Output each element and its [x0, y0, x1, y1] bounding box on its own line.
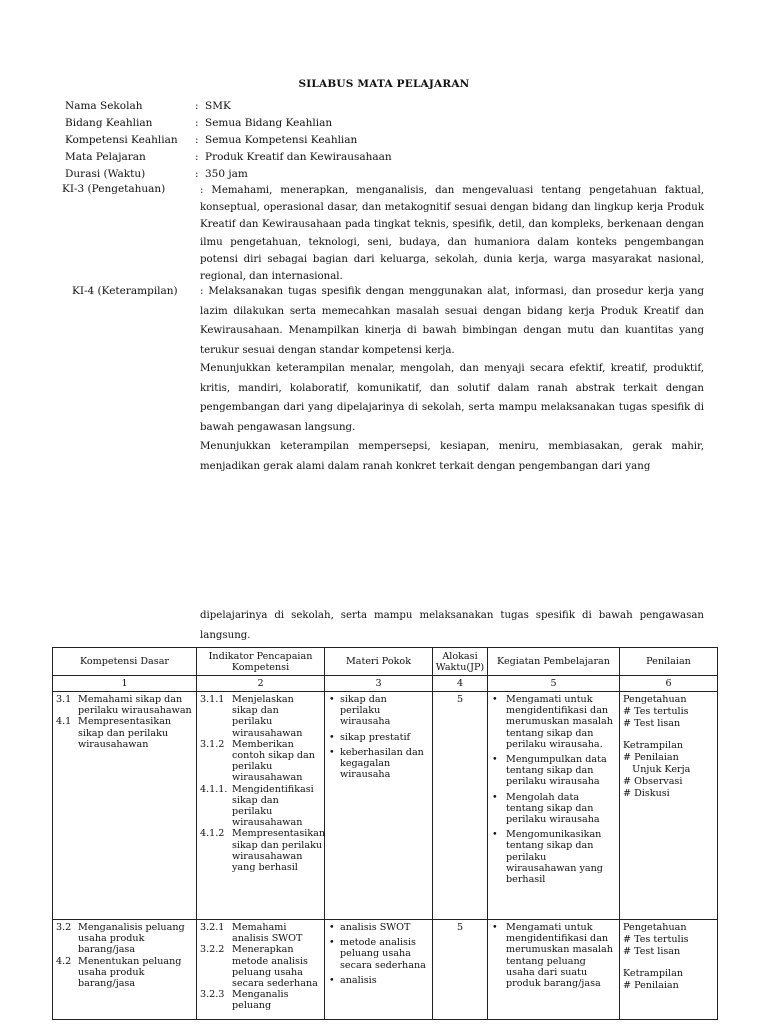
indicator-item: 3.2.1 Memahami analisis SWOT — [200, 922, 303, 945]
kd-item: 4.2 Menentukan peluang usaha produk barang/jasa — [56, 955, 182, 990]
column-number: 1 — [53, 676, 197, 692]
header-kompetensi-dasar: Kompetensi Dasar — [53, 648, 197, 676]
table-header-row — [53, 648, 718, 676]
info-label: Bidang Keahlian — [65, 117, 153, 129]
info-value: Semua Bidang Keahlian — [205, 117, 333, 129]
penilaian-heading: Pengetahuan — [623, 922, 687, 933]
list-item: • analisis — [328, 975, 429, 986]
indicator-item: 3.2.3 Menganalis peluang — [200, 989, 289, 1012]
info-row-bidang-keahlian: Bidang Keahlian : Semua Bidang Keahlian — [65, 117, 333, 129]
kd-item: 3.1 Memahami sikap dan perilaku wirausahawan — [56, 694, 192, 717]
info-row-kompetensi-keahlian: Kompetensi Keahlian : Semua Kompetensi Keahlian — [65, 134, 358, 146]
indicator-cell — [197, 692, 325, 920]
info-value: 350 jam — [205, 168, 248, 180]
indicator-item: 3.1.1 Menjelaskan sikap dan perilaku wirausahawan — [200, 694, 303, 739]
penilaian-heading: Ketrampilan — [623, 968, 684, 979]
indicator-item: 4.1.1. Mengidentifikasi sikap dan perilaku wirausahawan — [200, 783, 314, 829]
indicator-item: 3.2.2 Menerapkan metode analisis peluang usaha secara sederhana — [200, 944, 318, 990]
column-number: 3 — [325, 676, 433, 692]
page-title: SILABUS MATA PELAJARAN — [298, 78, 470, 90]
ki3-text: : Memahami, menerapkan, menganalisis, dan mengevaluasi tentang pengetahuan faktual, konseptual, operasional dasar, dan metakognitif sesuai dengan bidang dan lingkup kerja Produk Kreatif dan Kewirausahaan pada tingkat teknis, spesifik, detil, dan kompleks, berkenaan dengan ilmu pengetahuan, teknologi, seni, budaya, dan humaniora dalam konteks pengembangan potensi diri sebagai bagian dari keluarga, sekolah, dunia kerja, warga masyarakat nasional, regional, dan internasional. — [200, 185, 704, 283]
kd-item: 3.2 Menganalisis peluang usaha produk barang/jasa — [56, 922, 185, 956]
column-number: 5 — [488, 676, 620, 692]
info-label: Nama Sekolah — [65, 100, 143, 112]
list-item: • Mengomunikasikan tentang sikap dan perilaku wirausahawan yang berhasil — [491, 829, 616, 885]
kegiatan-cell — [488, 920, 620, 1020]
info-row-mata-pelajaran: Mata Pelajaran : Produk Kreatif dan Kewirausahaan — [65, 151, 392, 163]
indicator-cell — [197, 920, 325, 1020]
info-label: Kompetensi Keahlian — [65, 134, 178, 146]
header-indikator: Indikator Pencapaian Kompetensi — [197, 648, 325, 676]
header-alokasi-waktu: Alokasi Waktu(JP) — [433, 648, 488, 676]
column-number: 6 — [620, 676, 718, 692]
ki4-paragraph-3: Menunjukkan keterampilan mempersepsi, kesiapan, meniru, membiasakan, gerak mahir, menjadikan gerak alami dalam ranah konkret terkait dengan pengembangan dari yang — [200, 441, 704, 472]
list-item: • Mengumpulkan data tentang sikap dan perilaku wirausaha — [491, 754, 616, 788]
table-row — [53, 692, 718, 920]
ki4-label: KI-4 (Keterampilan) — [72, 285, 178, 297]
list-item: • analisis SWOT — [328, 922, 429, 933]
info-value: Semua Kompetensi Keahlian — [205, 134, 358, 146]
list-item: • Mengamati untuk mengidentifikasi dan merumuskan masalah tentang sikap dan perilaku wirausaha. — [491, 694, 616, 750]
penilaian-cell: Pengetahuan # Tes tertulis # Test lisan Ketrampilan # Penilaian — [620, 920, 718, 1020]
header-kegiatan: Kegiatan Pembelajaran — [488, 648, 620, 676]
penilaian-heading: Pengetahuan — [623, 694, 687, 705]
info-label: Mata Pelajaran — [65, 151, 146, 163]
info-row-durasi: Durasi (Waktu) : 350 jam — [65, 168, 248, 180]
info-value: Produk Kreatif dan Kewirausahaan — [205, 151, 392, 163]
list-item: • metode analisis peluang usaha secara sederhana — [328, 937, 429, 971]
list-item: • Mengamati untuk mengidentifikasi dan merumuskan masalah tentang peluang usaha dari suatu produk barang/jasa — [491, 922, 616, 989]
indicator-item: 4.1.2 Mempresentasikan sikap dan perilaku wirausahawan yang berhasil — [200, 828, 326, 874]
kd-cell — [53, 920, 197, 1020]
column-number: 4 — [433, 676, 488, 692]
list-item: • sikap prestatif — [328, 732, 429, 743]
penilaian-cell: Pengetahuan # Tes tertulis # Test lisan Ketrampilan # Penilaian Unjuk Kerja # Observasi # Diskusi — [620, 692, 718, 920]
alokasi-cell: 5 — [433, 692, 488, 920]
ki4-paragraph-2: Menunjukkan keterampilan menalar, mengolah, dan menyaji secara efektif, kreatif, produktif, kritis, mandiri, kolaboratif, komunikatif, dan solutif dalam ranah abstrak terkait dengan pengembangan dari yang dipelajarinya di sekolah, serta mampu melaksanakan tugas spesifik di bawah pengawasan langsung. — [200, 363, 704, 433]
kd-cell — [53, 692, 197, 920]
info-value: SMK — [205, 100, 231, 112]
alokasi-cell: 5 — [433, 920, 488, 1020]
info-label: Durasi (Waktu) — [65, 168, 146, 180]
kd-item: 4.1 Mempresentasikan sikap dan perilaku wirausahawan — [56, 716, 172, 750]
list-item: • Mengolah data tentang sikap dan perilaku wirausaha — [491, 792, 616, 826]
kegiatan-cell — [488, 692, 620, 920]
penilaian-heading: Ketrampilan — [623, 740, 684, 751]
table-row — [53, 920, 718, 1020]
info-row-nama-sekolah: Nama Sekolah : SMK — [65, 100, 231, 112]
list-item: • sikap dan perilaku wirausaha — [328, 694, 429, 728]
column-number-row — [53, 676, 718, 692]
ki4-paragraph-3-continued: dipelajarinya di sekolah, serta mampu melaksanakan tugas spesifik di bawah pengawasan langsung. — [200, 610, 704, 641]
syllabus-table — [52, 647, 718, 1020]
header-materi-pokok: Materi Pokok — [325, 648, 433, 676]
indicator-item: 3.1.2 Memberikan contoh sikap dan perilaku wirausahawan — [200, 738, 315, 784]
materi-cell — [325, 692, 433, 920]
ki3-label: KI-3 (Pengetahuan) — [62, 183, 166, 195]
ki4-paragraph-1: : Melaksanakan tugas spesifik dengan menggunakan alat, informasi, dan prosedur kerja yang lazim dilakukan serta memecahkan masalah sesuai dengan bidang kerja Produk Kreatif dan Kewirausahaan. Menampilkan kinerja di bawah bimbingan dengan mutu dan kuantitas yang terukur sesuai dengan standar kompetensi kerja. — [200, 286, 704, 356]
column-number: 2 — [197, 676, 325, 692]
header-penilaian: Penilaian — [620, 648, 718, 676]
list-item: • keberhasilan dan kegagalan wirausaha — [328, 747, 429, 781]
materi-cell — [325, 920, 433, 1020]
